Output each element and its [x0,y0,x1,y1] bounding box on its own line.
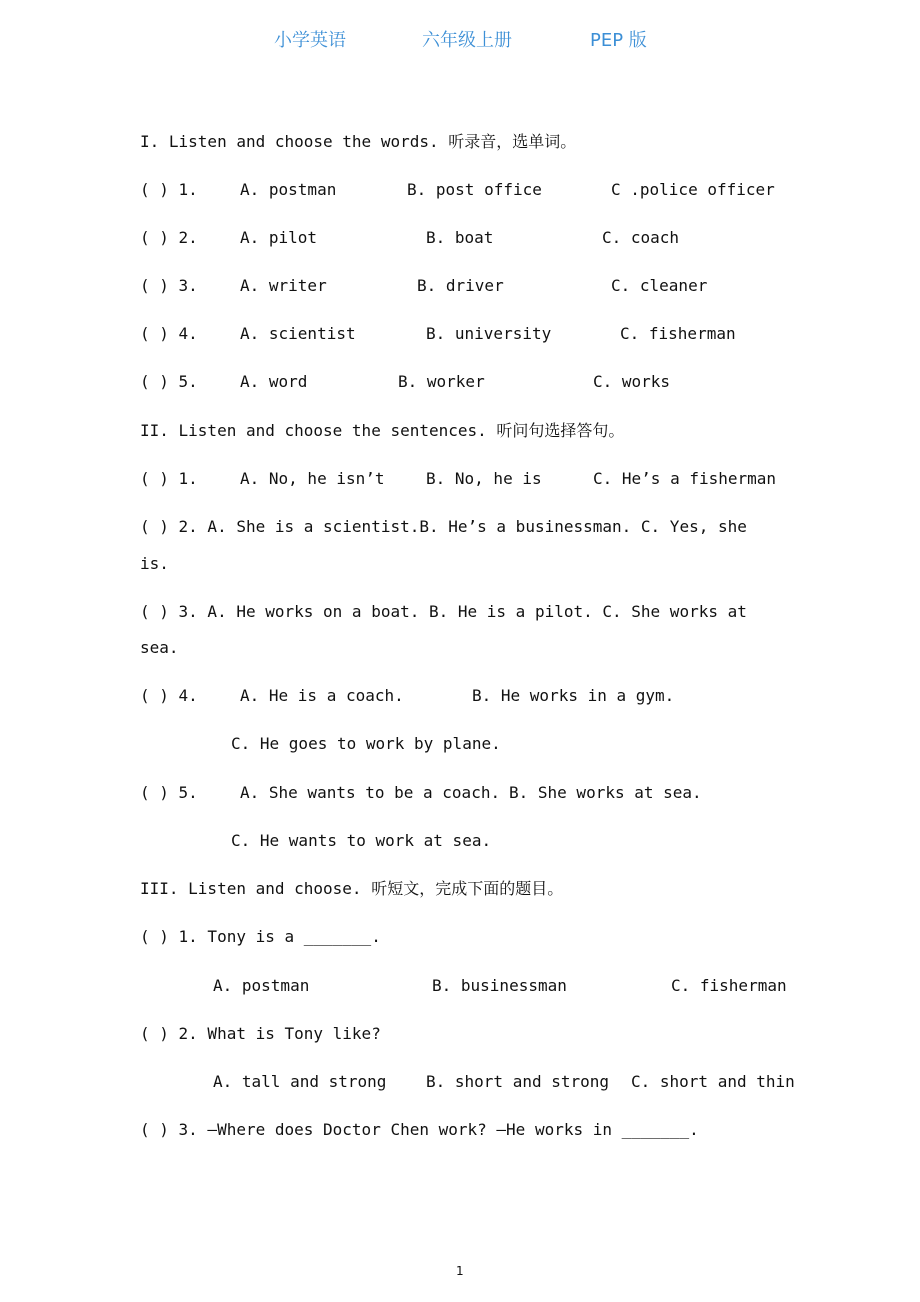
question-number: ( ) 2. [140,228,198,247]
section-title-part2: II. Listen and choose the sentences. 听问句选择答句。 [140,421,625,440]
question-line-continued: sea. [140,638,179,657]
option-b: B. university [426,324,552,343]
option-c: C. works [593,372,671,391]
section-title-part3: III. Listen and choose. 听短文，完成下面的题目。 [140,879,564,898]
option-a: A. tall and strong [213,1072,387,1091]
question-line: ( ) 1. Tony is a _______. [140,927,381,946]
question-line: ( ) 3. —Where does Doctor Chen work? —He works in _______. [140,1120,699,1139]
option-a: A. scientist [240,324,356,343]
option-a: A. postman [213,976,310,995]
option-b: B. No, he is [426,469,542,488]
question-line: ( ) 2. What is Tony like? [140,1024,381,1043]
section-title-part1: I. Listen and choose the words. 听录音，选单词。 [140,132,577,151]
header-subject: 小学英语 [274,30,346,51]
option-a: A. word [240,372,308,391]
question-number: ( ) 1. [140,469,198,488]
option-b: B. post office [407,180,542,199]
option-c: C. coach [602,228,680,247]
question-line: ( ) 2. A. She is a scientist.B. He’s a businessman. C. Yes, she [140,517,747,536]
header-edition: PEP 版 [590,30,647,51]
option-b: B. driver [417,276,504,295]
option-b: B. He works in a gym. [472,686,675,705]
question-line: ( ) 3. A. He works on a boat. B. He is a pilot. C. She works at [140,602,747,621]
question-number: ( ) 1. [140,180,198,199]
option-b: B. short and strong [426,1072,610,1091]
question-number: ( ) 4. [140,686,198,705]
option-c: C .police officer [611,180,775,199]
option-a: A. She wants to be a coach. [240,783,501,802]
option-b: B. She works at sea. [509,783,702,802]
header-grade: 六年级上册 [422,30,512,51]
option-a: A. He is a coach. [240,686,404,705]
option-a: A. postman [240,180,337,199]
option-b: B. worker [398,372,485,391]
question-number: ( ) 4. [140,324,198,343]
question-number: ( ) 5. [140,372,198,391]
question-line-continued: is. [140,554,169,573]
option-b: B. businessman [432,976,567,995]
option-c: C. fisherman [620,324,736,343]
option-c: C. cleaner [611,276,708,295]
option-a: A. No, he isn’t [240,469,385,488]
option-a: A. pilot [240,228,318,247]
page-number: 1 [456,1264,464,1278]
question-number: ( ) 5. [140,783,198,802]
option-c: C. He’s a fisherman [593,469,777,488]
option-a: A. writer [240,276,327,295]
option-b: B. boat [426,228,494,247]
option-c: C. short and thin [631,1072,795,1091]
option-c: C. fisherman [671,976,787,995]
option-c: C. He goes to work by plane. [231,734,501,753]
option-c: C. He wants to work at sea. [231,831,492,850]
question-number: ( ) 3. [140,276,198,295]
